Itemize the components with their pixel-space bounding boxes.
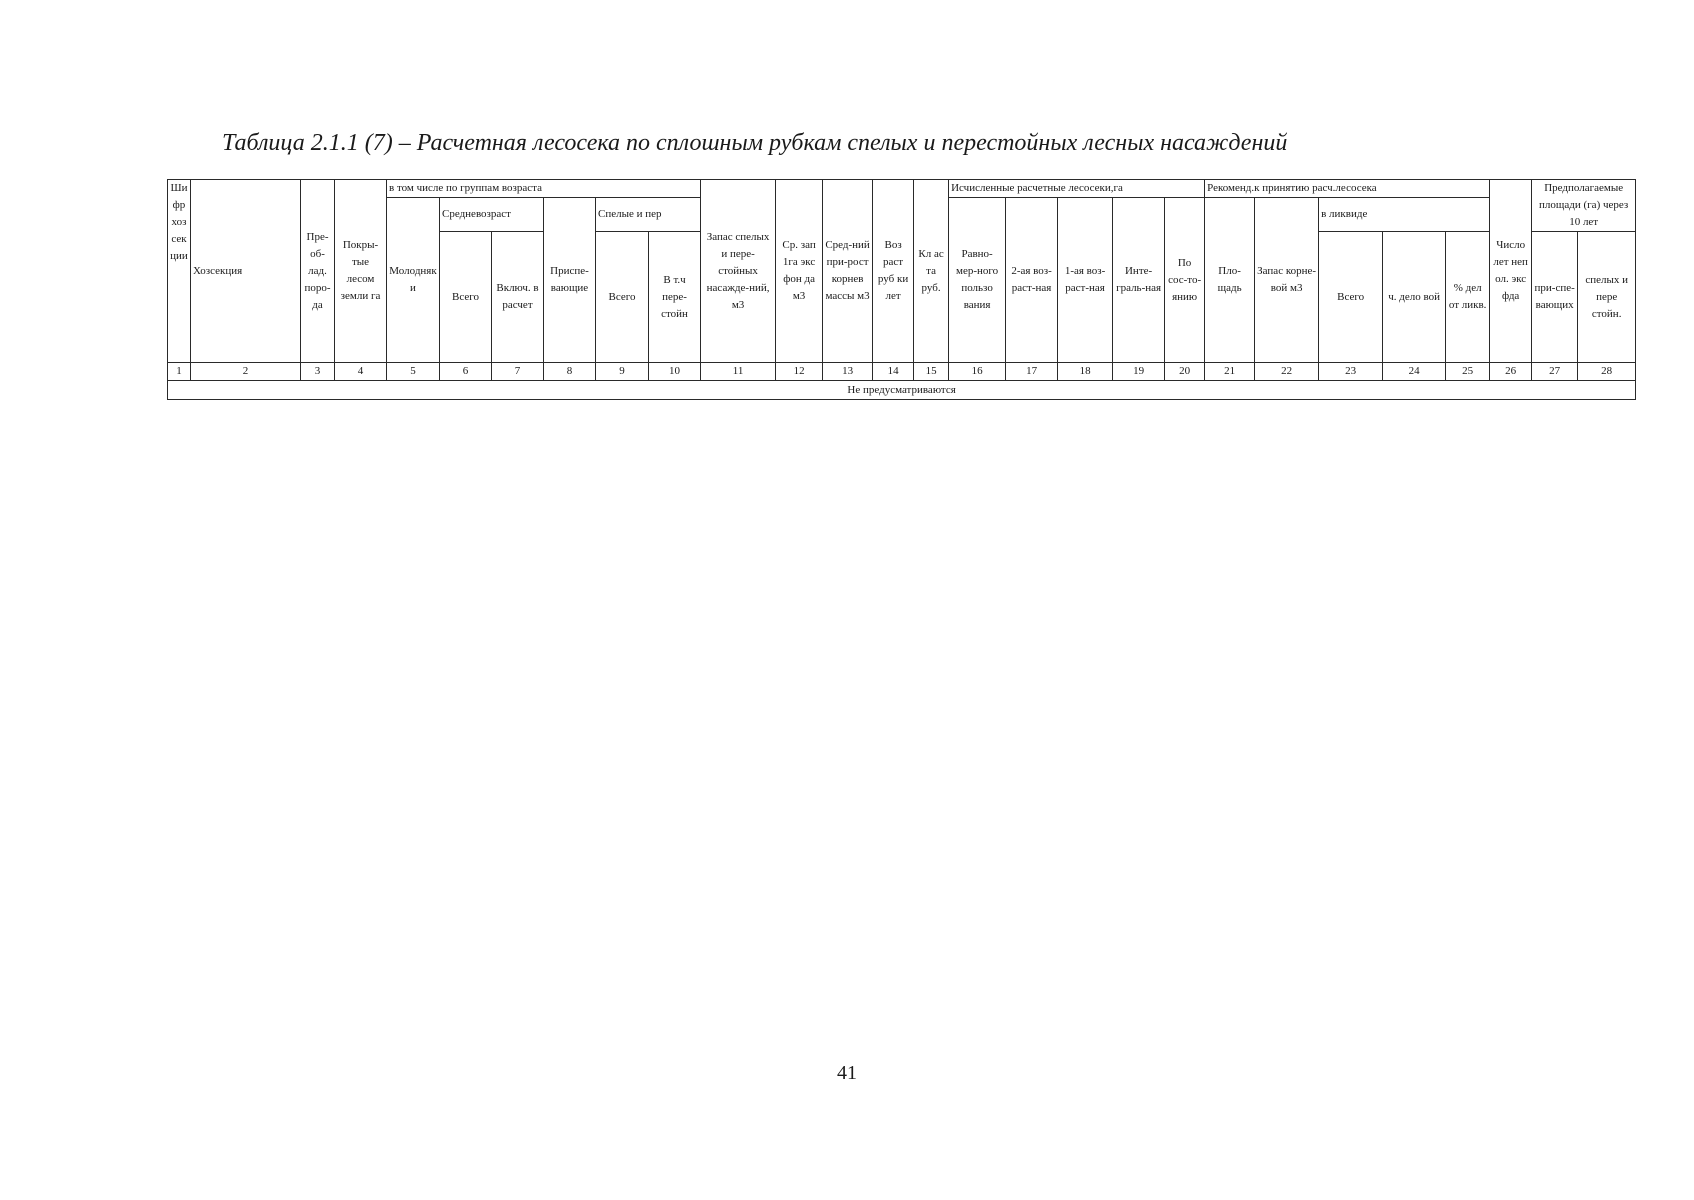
- header-cell: В т.ч пере-стойн: [649, 232, 701, 363]
- column-number: 22: [1255, 363, 1319, 381]
- header-cell: Предполагаемые площади (га) через 10 лет: [1532, 180, 1636, 232]
- header-cell: 2-ая воз-раст-ная: [1006, 198, 1058, 363]
- header-cell: Пло-щадь: [1205, 198, 1255, 363]
- column-number: 13: [823, 363, 873, 381]
- column-number: 4: [335, 363, 387, 381]
- column-number: 9: [596, 363, 649, 381]
- header-cell: в ликвиде: [1319, 198, 1490, 232]
- column-number: 7: [492, 363, 544, 381]
- column-number-row: [168, 363, 1636, 381]
- column-number: 3: [301, 363, 335, 381]
- header-cell: По сос-то-янию: [1165, 198, 1205, 363]
- column-number: 21: [1205, 363, 1255, 381]
- header-row-1: [168, 180, 1636, 198]
- header-cell: Равно-мер-ного пользо вания: [949, 198, 1006, 363]
- header-cell: ч. дело вой: [1383, 232, 1446, 363]
- header-cell: Всего: [1319, 232, 1383, 363]
- header-cell: Запас спелых и пере-стойных насажде-ний, м3: [701, 180, 776, 363]
- column-number: 2: [191, 363, 301, 381]
- header-cell: Воз раст руб ки лет: [873, 180, 914, 363]
- header-cell: Инте-граль-ная: [1113, 198, 1165, 363]
- header-cell: Включ. в расчет: [492, 232, 544, 363]
- page-number: 41: [837, 1062, 857, 1084]
- column-number: 20: [1165, 363, 1205, 381]
- header-cell: Шифр хозсекции: [168, 180, 191, 363]
- data-table: [167, 179, 1636, 400]
- column-number: 1: [168, 363, 191, 381]
- header-cell: 1-ая воз-раст-ная: [1058, 198, 1113, 363]
- column-number: 5: [387, 363, 440, 381]
- column-number: 27: [1532, 363, 1578, 381]
- column-number: 23: [1319, 363, 1383, 381]
- header-cell: Рекоменд.к принятию расч.лесосека: [1205, 180, 1490, 198]
- column-number: 8: [544, 363, 596, 381]
- column-number: 11: [701, 363, 776, 381]
- header-cell: Покры-тые лесом земли га: [335, 180, 387, 363]
- header-cell: Всего: [596, 232, 649, 363]
- header-cell: Спелые и пер: [596, 198, 701, 232]
- header-cell: Число лет неп ол. экс фда: [1490, 180, 1532, 363]
- header-cell: Исчисленные расчетные лесосеки,га: [949, 180, 1205, 198]
- header-cell: Запас корне- вой м3: [1255, 198, 1319, 363]
- header-cell: Кл ас та руб.: [914, 180, 949, 363]
- column-number: 19: [1113, 363, 1165, 381]
- column-number: 6: [440, 363, 492, 381]
- column-number: 26: [1490, 363, 1532, 381]
- empty-row-note: Не предусматриваются: [168, 381, 1636, 400]
- header-cell: % дел от ликв.: [1446, 232, 1490, 363]
- column-number: 14: [873, 363, 914, 381]
- column-number: 18: [1058, 363, 1113, 381]
- logging-table: [167, 179, 1635, 400]
- column-number: 17: [1006, 363, 1058, 381]
- column-number: 16: [949, 363, 1006, 381]
- column-number: 12: [776, 363, 823, 381]
- table-caption: Таблица 2.1.1 (7) – Расчетная лесосека по сплошным рубкам спелых и перестойных лесных насаждений: [222, 130, 1288, 156]
- header-cell: Всего: [440, 232, 492, 363]
- header-cell: Сред-ний при-рост корнев массы м3: [823, 180, 873, 363]
- column-number: 15: [914, 363, 949, 381]
- header-cell: спелых и пере стойн.: [1578, 232, 1636, 363]
- column-number: 25: [1446, 363, 1490, 381]
- header-cell: в том числе по группам возраста: [387, 180, 701, 198]
- column-number: 10: [649, 363, 701, 381]
- column-number: 24: [1383, 363, 1446, 381]
- header-cell: при-спе-вающих: [1532, 232, 1578, 363]
- header-cell: Приспе-вающие: [544, 198, 596, 363]
- header-cell: Средневозраст: [440, 198, 544, 232]
- header-cell: Пре-об-лад. поро-да: [301, 180, 335, 363]
- header-cell: Хозсекция: [191, 180, 301, 363]
- column-number: 28: [1578, 363, 1636, 381]
- header-cell: Ср. зап 1га экс фон да м3: [776, 180, 823, 363]
- table-row: [168, 381, 1636, 400]
- header-cell: Молодняки: [387, 198, 440, 363]
